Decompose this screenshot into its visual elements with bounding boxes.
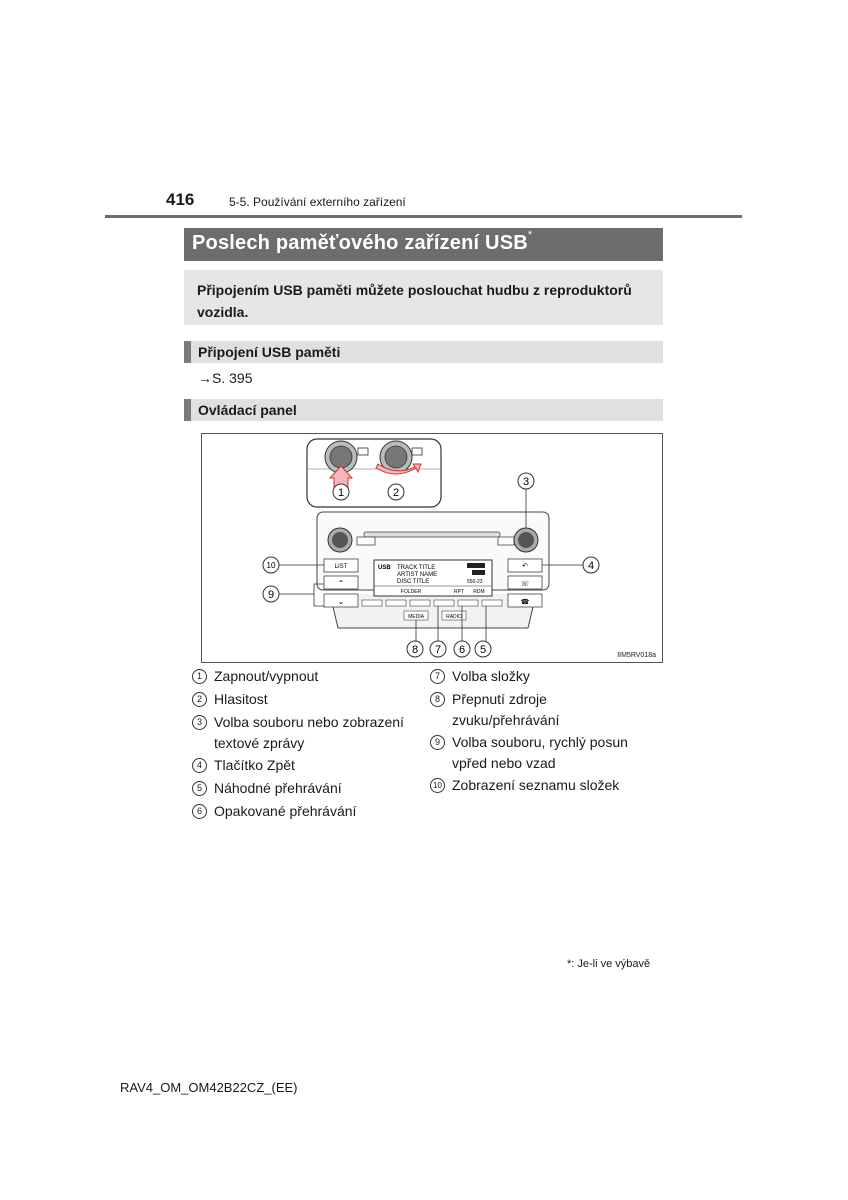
legend-text: Zobrazení seznamu složek [452,777,620,793]
svg-text:RPT: RPT [454,589,464,595]
svg-text:LIST: LIST [334,564,348,570]
page-title [192,229,533,255]
callout-1 [333,484,349,500]
legend-text: Přepnutí zdroje zvuku/přehrávání [452,691,560,728]
svg-text:RADIO: RADIO [446,614,462,620]
svg-text:3: 3 [522,476,530,488]
document-code: RAV4_OM_OM42B22CZ_(EE) [120,1080,298,1095]
svg-text:RDM: RDM [473,589,485,595]
title-footnote-marker: * [527,229,533,242]
svg-text:4: 4 [587,560,595,572]
svg-text:550-23: 550-23 [467,579,483,585]
svg-text:8: 8 [411,644,419,656]
svg-text:10: 10 [266,561,276,570]
svg-text:5: 5 [479,644,487,656]
subheading-connection [184,341,663,363]
cd-slot [364,532,500,537]
footnote: *: Je-li ve výbavě [567,958,651,970]
callout-4 [542,557,599,573]
header-divider [105,215,742,218]
legend-text: Tlačítko Zpět [214,757,295,773]
svg-text:☎: ☎ [520,599,530,606]
legend-number: 6 [192,804,207,819]
svg-text:⌃: ⌃ [337,579,345,588]
legend-number: 8 [430,692,445,707]
callout-10 [263,557,324,573]
intro-box [184,270,663,325]
svg-text:FOLDER: FOLDER [400,589,422,595]
svg-text:7: 7 [434,644,442,656]
legend-number: 9 [430,735,445,750]
svg-text:ARTIST NAME: ARTIST NAME [397,572,438,578]
svg-text:6: 6 [458,644,466,656]
legend-number: 7 [430,669,445,684]
legend-number: 1 [192,669,207,684]
control-panel-figure [201,433,663,663]
svg-text:TRACK TITLE: TRACK TITLE [397,565,436,571]
page-title-bar [184,228,663,261]
section-title: 5-5. Používání externího zařízení [229,195,406,209]
intro-text: Připojením USB paměti můžete poslouchat hudbu z reproduktorů vozidla. [197,282,632,320]
svg-text:USB: USB [378,565,391,571]
subheading-panel-text: Ovládací panel [198,402,297,418]
page-title-text: Poslech paměťového zařízení USB [192,232,528,254]
legend-number: 2 [192,692,207,707]
legend-text: Volba složky [452,668,530,684]
svg-text:⌄: ⌄ [337,597,345,606]
setup-button [498,537,514,545]
svg-text:DISC TITLE: DISC TITLE [397,579,430,585]
page-reference: →S. 395 [198,370,253,386]
callout-9 [263,584,324,606]
control-panel-diagram [202,434,662,662]
legend-text: Náhodné přehrávání [214,780,342,796]
svg-text:9: 9 [267,589,275,601]
legend-text: Opakované přehrávání [214,803,357,819]
legend-number: 5 [192,781,207,796]
legend-text: Volba souboru nebo zobrazení textové zprávy [214,714,404,751]
figure-code: IIM5RV018a [617,652,656,659]
subheading-connection-text: Připojení USB paměti [198,344,341,360]
svg-text:MEDIA: MEDIA [408,614,424,620]
legend-text: Hlasitost [214,691,268,707]
svg-text:2: 2 [392,487,400,499]
legend-number: 3 [192,715,207,730]
subheading-panel [184,399,663,421]
legend-text: Zapnout/vypnout [214,668,319,684]
svg-text:↶: ↶ [522,563,528,570]
legend-text: Volba souboru, rychlý posun vpřed nebo vzad [452,734,628,771]
page-number: 416 [166,190,195,209]
svg-text:1: 1 [337,487,345,499]
legend-number: 4 [192,758,207,773]
eject-button [357,537,375,545]
legend-number: 10 [430,778,445,793]
callout-2 [388,484,404,500]
svg-text:☏: ☏ [520,581,530,588]
